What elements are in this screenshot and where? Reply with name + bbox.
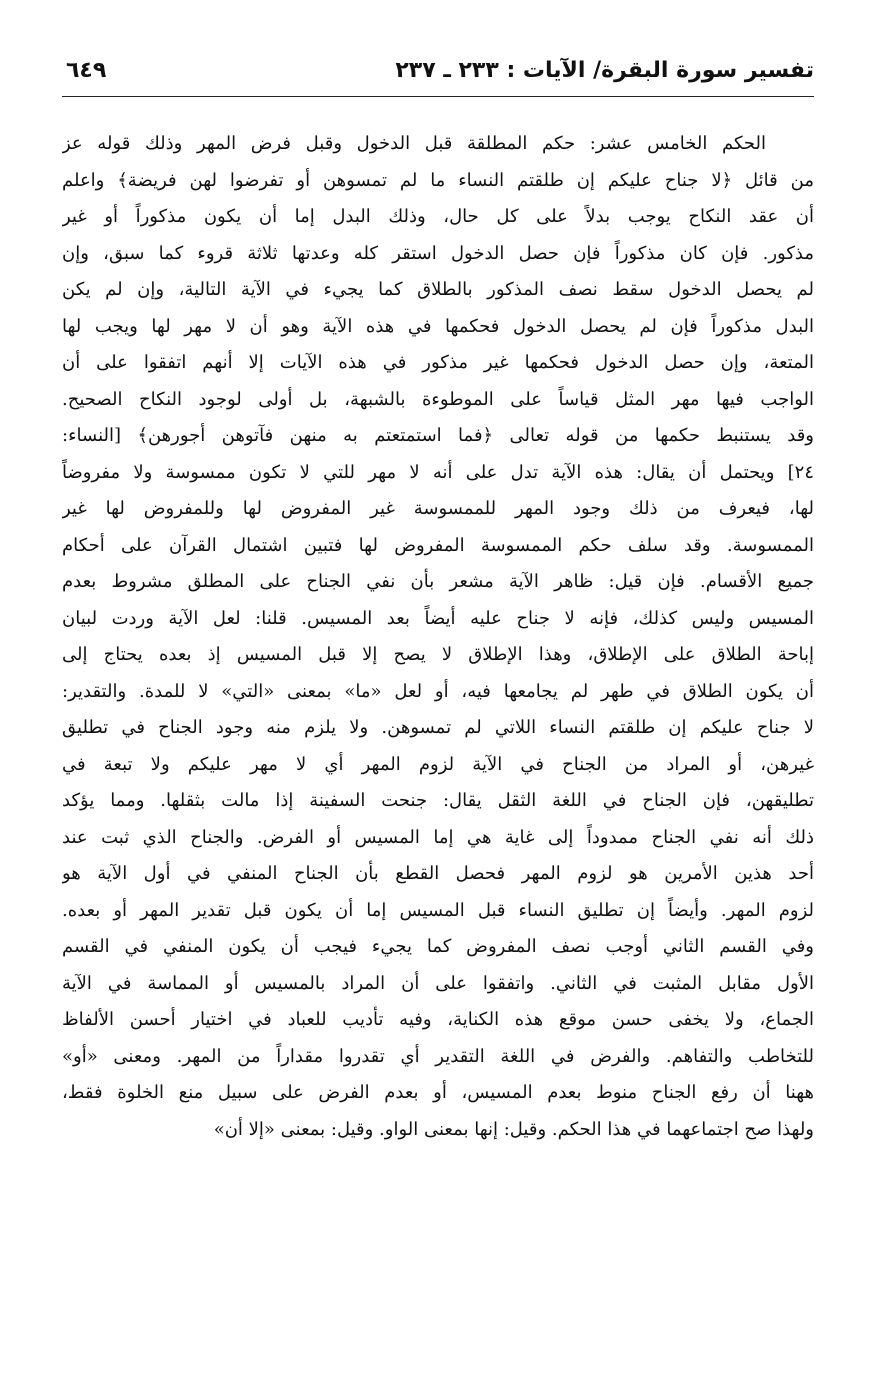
page-number: ٦٤٩ — [66, 58, 107, 83]
text-line: من قائل ﴿لا جناح عليكم إن طلقتم النساء ما لم تمسوهن أو تفرضوا لهن فريضة﴾ واعلم — [62, 169, 814, 191]
text-line: لها، فيعرف من ذلك وجود المهر للممسوسة غير المفروض لها وللمفروض لها غير — [62, 498, 814, 519]
text-line: الواجب فيها مهر المثل قياساً على الموطوءة بالشبهة، بل أولى لوجود النكاح الصحيح. — [62, 388, 814, 410]
page-header — [62, 52, 814, 97]
text-line: لزوم المهر. وأيضاً إن تطليق النساء قبل المسيس إما أن يكون قبل تقدير المهر أو بعده. — [62, 899, 814, 921]
text-line: المتعة، وإن حصل الدخول فحكمها غير مذكور في هذه الآيات إلا أنهم اتفقوا على أن — [62, 352, 814, 373]
text-line: الحكم الخامس عشر: حكم المطلقة قبل الدخول وقبل فرض المهر وذلك قوله عز — [62, 133, 766, 154]
text-line: ولهذا صح اجتماعهما في هذا الحكم. وقيل: إنها بمعنى الواو. وقيل: بمعنى «إلا أن» — [213, 1118, 814, 1140]
text-line: لم يحصل الدخول سقط نصف المذكور بالطلاق كما يجيء في الآية التالية، وإن لم يكن — [62, 279, 814, 300]
text-line: وقد يستنبط حكمها من قوله تعالى ﴿فما استمتعتم به منهن فآتوهن أجورهن﴾ [النساء: — [62, 425, 814, 446]
text-line: أحد هذين الأمرين هو لزوم المهر فحصل القطع بأن الجناح المنفي في أول الآية هو — [62, 863, 814, 884]
text-line: للتخاطب والتفاهم. والفرض في اللغة التقدير أي تقدروا مقداراً من المهر. ومعنى «أو» — [62, 1045, 814, 1067]
text-line: الممسوسة. وقد سلف حكم الممسوسة المفروض لها فتبين اشتمال القرآن على أحكام — [62, 534, 814, 556]
text-line: وفي القسم الثاني أوجب نصف المفروض كما يجيء فيجب أن يكون المنفي في القسم — [62, 936, 814, 957]
text-line: الجماع، ولا يخفى حسن موقع هذه الكناية، وفيه تأديب للعباد في اختيار أحسن الألفاظ — [62, 1009, 814, 1030]
text-line: ٢٤] ويحتمل أن يقال: هذه الآية تدل على أنه لا مهر للتي لا تكون ممسوسة ولا مفروضاً — [62, 461, 814, 483]
body-text — [62, 126, 814, 1148]
text-line: تطليقهن، فإن الجناح في اللغة الثقل يقال: جنحت السفينة إذا مالت بثقلها. ومما يؤكد — [62, 790, 814, 811]
text-line: الأول مقابل المثبت في الثاني. واتفقوا على أن المراد بالمسيس أو المماسة في الآية — [62, 972, 814, 994]
text-line: جميع الأقسام. فإن قيل: ظاهر الآية مشعر بأن نفي الجناح على المطلق مشروط بعدم — [62, 571, 814, 592]
text-line: مذكور. فإن كان مذكوراً فإن حصل الدخول استقر كله وعدتها ثلاثة قروء كما سبق، وإن — [62, 242, 814, 264]
text-line: ذلك أنه نفي الجناح ممدوداً إلى غاية هي إما المسيس أو الفرض. والجناح الذي ثبت عند — [62, 826, 814, 848]
text-line: البدل مذكوراً فإن لم يحصل الدخول فحكمها في هذه الآية وهو أن لا مهر لها ويجب لها — [62, 315, 814, 337]
text-line: لا جناح عليكم إن طلقتم النساء اللاتي لم تمسوهن. ولا يلزم منه وجود الجناح في تطليق — [62, 717, 814, 738]
text-line: المسيس وليس كذلك، فإنه لا جناح عليه أيضاً بعد المسيس. قلنا: لعل الآية وردت لبيان — [62, 607, 814, 629]
running-title: تفسير سورة البقرة/ الآيات : ٢٣٣ ـ ٢٣٧ — [395, 58, 814, 83]
text-line: ههنا أن رفع الجناح منوط بعدم المسيس، أو بعدم الفرض على سبيل منع الخلوة فقط، — [62, 1082, 814, 1103]
text-line: غيرهن، أو المراد من الجناح في الآية لزوم المهر أي لا مهر عليكم ولا تبعة في — [62, 753, 814, 775]
text-line: أن عقد النكاح يوجب بدلاً على كل حال، وذلك البدل إما أن يكون مذكوراً أو غير — [62, 206, 814, 227]
text-line: إباحة الطلاق على الإطلاق، وهذا الإطلاق لا يصح إلا قبل المسيس إذ بعده يحتاج إلى — [62, 644, 814, 665]
text-line: أن يكون الطلاق في طهر لم يجامعها فيه، أو لعل «ما» بمعنى «التي» لا للمدة. والتقدير: — [62, 680, 814, 702]
